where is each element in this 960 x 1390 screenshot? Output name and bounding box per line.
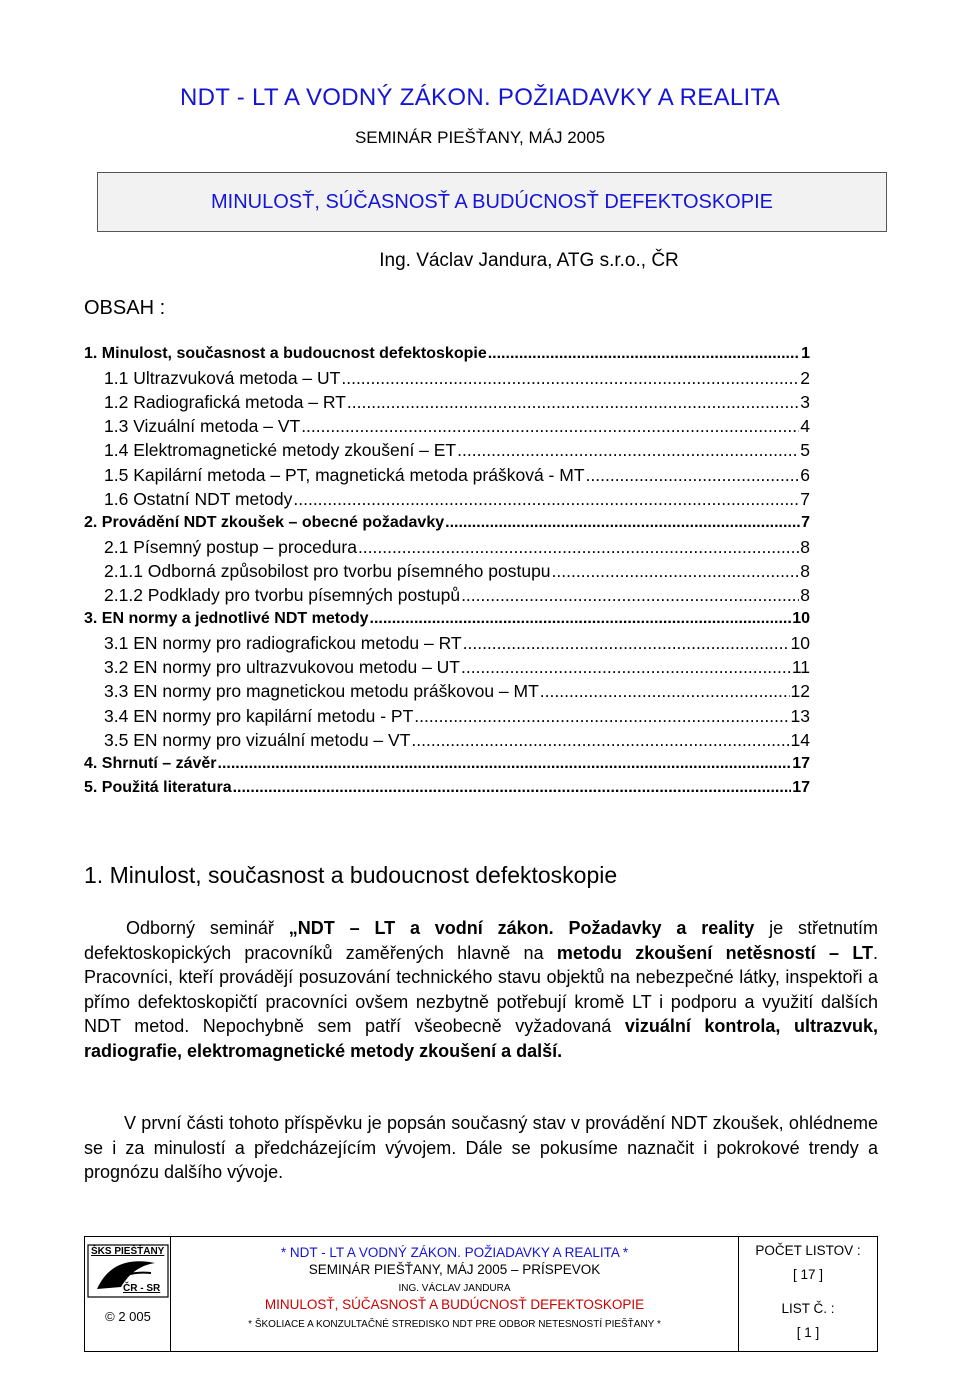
toc-entry-title: 3.1 EN normy pro radiografickou metodu – RT bbox=[104, 633, 462, 654]
toc-entry-title: 1.3 Vizuální metoda – VT bbox=[104, 416, 301, 437]
section-heading: 1. Minulost, současnost a budoucnost defektoskopie bbox=[84, 862, 618, 888]
footer-line-5: * ŠKOLIACE A KONZULTAČNÉ STREDISKO NDT PRE ODBOR NETESNOSTÍ PIEŠŤANY * bbox=[248, 1319, 661, 1330]
p1-text-2: je střetnutím defektoskopických pracovníků zaměřených hlavně na bbox=[84, 918, 879, 963]
toc-entry-title: 3. EN normy a jednotlivé NDT metody bbox=[84, 610, 369, 628]
document-title: NDT - LT A VODNÝ ZÁKON. POŽIADAVKY A REALITA bbox=[179, 84, 781, 111]
toc-leader-dots bbox=[233, 776, 792, 800]
toc-entry[interactable] bbox=[84, 752, 810, 776]
toc-entry-page: 14 bbox=[790, 729, 810, 750]
toc-entry-title: 5. Použitá literatura bbox=[84, 778, 232, 796]
copyright-text: © 2 005 bbox=[105, 1309, 151, 1324]
toc-entry-page: 6 bbox=[800, 464, 810, 485]
footer-logo-cell bbox=[85, 1237, 171, 1351]
toc-leader-dots bbox=[370, 607, 792, 631]
p1-bold-1: „NDT – LT a vodní zákon. Požadavky a reality bbox=[288, 918, 755, 938]
sheet-number-value: [ 1 ] bbox=[796, 1325, 820, 1340]
logo-bottom-text: ČR - SR bbox=[123, 1283, 161, 1294]
p1-text-1: Odborný seminář bbox=[126, 918, 289, 938]
page-count-value: [ 17 ] bbox=[792, 1267, 824, 1282]
footer-line-4: MINULOSŤ, SÚČASNOSŤ A BUDÚCNOSŤ DEFEKTOSKOPIE bbox=[264, 1297, 645, 1312]
toc-entry-title: 1.2 Radiografická metoda – RT bbox=[104, 392, 346, 413]
toc-leader-dots bbox=[218, 752, 792, 776]
intro-paragraph bbox=[84, 916, 878, 1063]
p1-text-3: . Pracovníci, kteří provádějí posuzování technického stavu objektů na nebezpečné látky, inspektoři a přímo defektoskopičtí pracovníci ovšem nezbytně potřebují kromě LT i podporu a využití dalších NDT metod. Nepochybně sem patří všeobecně vyžadovaná bbox=[84, 942, 878, 1036]
toc-entry-page: 8 bbox=[800, 560, 810, 581]
toc-leader-dots bbox=[463, 631, 790, 655]
toc-entry-title: 1.4 Elektromagnetické metody zkoušení – ET bbox=[104, 440, 457, 461]
toc-entry-page: 17 bbox=[792, 778, 810, 796]
toc-entry-page: 2 bbox=[800, 368, 810, 389]
toc-leader-dots bbox=[358, 535, 799, 559]
toc-leader-dots bbox=[414, 704, 789, 728]
toc-entry[interactable] bbox=[104, 559, 810, 583]
toc-leader-dots bbox=[347, 390, 799, 414]
footer-middle-cell bbox=[171, 1237, 739, 1351]
toc-entry-title: 3.2 EN normy pro ultrazvukovou metodu – UT bbox=[104, 657, 460, 678]
toc-entry-page: 1 bbox=[801, 345, 810, 362]
toc-entry-title: 2. Provádění NDT zkoušek – obecné požadavky bbox=[84, 513, 445, 531]
toc-entry[interactable] bbox=[84, 776, 810, 800]
toc-entry[interactable] bbox=[104, 631, 810, 655]
toc-leader-dots bbox=[411, 728, 789, 752]
toc-leader-dots bbox=[341, 366, 799, 390]
toc-leader-dots bbox=[552, 559, 800, 583]
toc-entry[interactable] bbox=[104, 655, 810, 679]
page-footer bbox=[84, 1236, 878, 1352]
p1-bold-3: vizuální kontrola, ultrazvuk, radiografie, elektromagnetické metody zkoušení a další. bbox=[84, 1016, 878, 1061]
toc-entry-page: 5 bbox=[800, 440, 810, 461]
toc-entry-page: 10 bbox=[792, 610, 810, 628]
toc-entry[interactable] bbox=[104, 728, 810, 752]
toc-entry[interactable] bbox=[104, 438, 810, 462]
toc-entry-page: 17 bbox=[792, 754, 810, 772]
toc-entry-page: 13 bbox=[790, 705, 810, 726]
footer-line-2: SEMINÁR PIEŠŤANY, MÁJ 2005 – PRÍSPEVOK bbox=[308, 1262, 601, 1277]
toc-leader-dots bbox=[586, 463, 800, 487]
toc-entry[interactable] bbox=[104, 583, 810, 607]
toc-entry-title: 3.4 EN normy pro kapilární metodu - PT bbox=[104, 705, 414, 726]
toc-entry-title: 3.5 EN normy pro vizuální metodu – VT bbox=[104, 729, 411, 750]
toc-entry-page: 12 bbox=[790, 681, 810, 702]
second-paragraph bbox=[84, 1111, 878, 1185]
toc-entry-page: 4 bbox=[800, 416, 810, 437]
toc-entry-page: 7 bbox=[801, 513, 810, 531]
p2-text: V první části tohoto příspěvku je popsán současný stav v provádění NDT zkoušek, ohlédneme se i za minulostí a předcházejícím vývojem. Dále se pokusíme naznačit i pokrokové trendy a prognózu dalšího vývoje. bbox=[84, 1113, 878, 1182]
toc-leader-dots bbox=[301, 414, 799, 438]
subtitle-box bbox=[97, 172, 887, 232]
toc-entry-title: 1.6 Ostatní NDT metody bbox=[104, 488, 293, 509]
toc-leader-dots bbox=[293, 487, 799, 511]
logo-top-text: ŠKS PIEŠŤANY bbox=[91, 1246, 165, 1257]
footer-line-3: ING. VÁCLAV JANDURA bbox=[398, 1283, 511, 1294]
toc-entry-title: 1.1 Ultrazvuková metoda – UT bbox=[104, 368, 341, 389]
toc-leader-dots bbox=[540, 679, 790, 703]
toc-entry-page: 7 bbox=[800, 488, 810, 509]
toc-entry-title: 4. Shrnutí – závěr bbox=[84, 754, 217, 772]
toc-entry-page: 11 bbox=[791, 657, 810, 678]
toc-entry-title: 2.1 Písemný postup – procedura bbox=[104, 536, 357, 557]
toc-entry[interactable] bbox=[104, 535, 810, 559]
toc-entry[interactable] bbox=[104, 487, 810, 511]
toc-entry-title: 1. Minulost, současnost a budoucnost defektoskopie bbox=[84, 345, 487, 362]
toc-entry[interactable] bbox=[104, 414, 810, 438]
toc-entry[interactable] bbox=[104, 463, 810, 487]
toc-entry[interactable] bbox=[104, 704, 810, 728]
p1-bold-2: metodu zkoušení netěsností – LT bbox=[556, 942, 873, 963]
toc-entry-page: 8 bbox=[800, 585, 810, 605]
toc-entry[interactable] bbox=[84, 511, 810, 535]
toc-leader-dots bbox=[461, 583, 799, 607]
toc-entry-page: 8 bbox=[800, 536, 810, 557]
toc-leader-dots bbox=[457, 438, 799, 462]
toc-entry[interactable] bbox=[84, 342, 810, 366]
seminar-info: SEMINÁR PIEŠŤANY, MÁJ 2005 bbox=[354, 128, 606, 147]
toc-entry-page: 3 bbox=[800, 392, 810, 413]
toc-leader-dots bbox=[488, 342, 800, 366]
subtitle-text: MINULOSŤ, SÚČASNOSŤ A BUDÚCNOSŤ DEFEKTOSKOPIE bbox=[211, 190, 773, 213]
sheet-number-label: LIST Č. : bbox=[781, 1301, 835, 1316]
toc-leader-dots bbox=[445, 511, 800, 535]
toc-entry-title: 2.1.2 Podklady pro tvorbu písemných postupů bbox=[104, 585, 461, 605]
toc-entry[interactable] bbox=[84, 607, 810, 631]
toc-heading: OBSAH : bbox=[84, 297, 166, 319]
toc-entry-title: 3.3 EN normy pro magnetickou metodu práškovou – MT bbox=[104, 681, 539, 702]
toc-entry[interactable] bbox=[104, 366, 810, 390]
author-line: Ing. Václav Jandura, ATG s.r.o., ČR bbox=[379, 250, 679, 271]
toc-leader-dots bbox=[461, 655, 791, 679]
toc-entry-page: 10 bbox=[790, 633, 810, 654]
footer-right-cell bbox=[739, 1237, 877, 1351]
footer-line-1: * NDT - LT A VODNÝ ZÁKON. POŽIADAVKY A REALITA * bbox=[280, 1245, 629, 1260]
toc-entry-title: 1.5 Kapilární metoda – PT, magnetická metoda prášková - MT bbox=[104, 464, 585, 485]
page-count-label: POČET LISTOV : bbox=[755, 1243, 861, 1258]
toc-entry[interactable] bbox=[104, 390, 810, 414]
toc-entry-title: 2.1.1 Odborná způsobilost pro tvorbu písemného postupu bbox=[104, 560, 551, 581]
toc-entry[interactable] bbox=[104, 679, 810, 703]
